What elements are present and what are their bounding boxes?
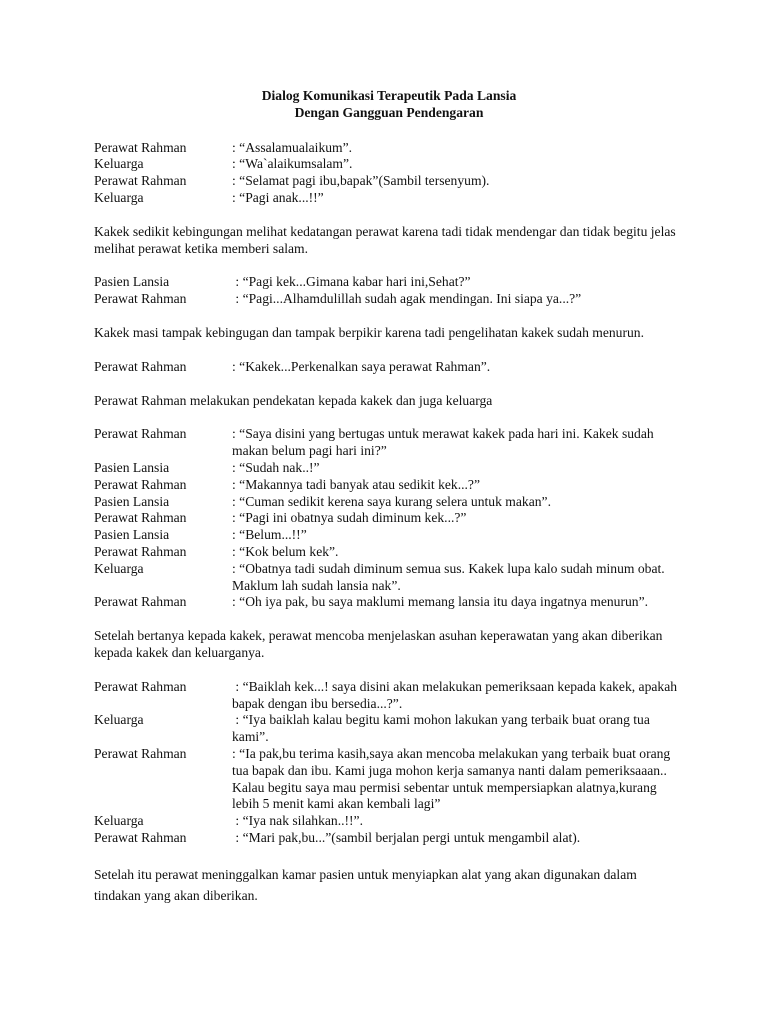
speaker-name: Pasien Lansia [94,527,170,543]
utterance-text: : “Belum...!!” [232,527,307,543]
dialog-line [94,140,684,157]
dialog-line [94,477,684,494]
utterance-text: : “Makannya tadi banyak atau sedikit kek...?” [232,476,480,492]
document-page [94,88,684,923]
dialog-block-5 [94,679,684,847]
narration-paragraph-4: Setelah bertanya kepada kakek, perawat mencoba menjelaskan asuhan keperawatan yang akan diberikan kepada kakek dan keluarganya. [94,628,663,660]
speaker-name: Pasien Lansia [94,274,170,290]
dialog-line [94,594,684,611]
speaker-name: Perawat Rahman [94,510,187,526]
speaker-name: Keluarga [94,813,144,829]
utterance-text: : “Saya disini yang bertugas untuk merawat kakek pada hari ini. Kakek sudah makan belum pagi hari ini?” [232,426,658,459]
utterance-text: : “Baiklah kek...! saya disini akan melakukan pemeriksaan kepada kakek, apakah bapak dengan ibu bersedia...?”. [232,678,681,711]
dialog-block-2 [94,274,684,308]
speaker-name: Pasien Lansia [94,493,170,509]
utterance-text: : “Pagi ini obatnya sudah diminum kek...?” [232,510,467,526]
speaker-name: Perawat Rahman [94,173,187,189]
utterance-text: : “Sudah nak..!” [232,459,320,475]
narration-paragraph-2: Kakek masi tampak kebingugan dan tampak berpikir karena tadi pengelihatan kakek sudah menurun. [94,324,644,340]
narration-paragraph-3: Perawat Rahman melakukan pendekatan kepada kakek dan juga keluarga [94,392,493,408]
utterance-text: : “Ia pak,bu terima kasih,saya akan mencoba melakukan yang terbaik buat orang tua bapak dan ibu. Kami juga mohon kerja samanya nanti dalam pemeriksaaan.. Kalau begitu saya mau permisi sebentar untuk mempersiapkan alatnya,kurang lebih 5 menit kami akan kembali lagi” [232,745,674,812]
dialog-line [94,813,684,830]
utterance-text: : “Selamat pagi ibu,bapak”(Sambil tersenyum). [232,173,490,189]
title-line-2: Dengan Gangguan Pendengaran [294,104,484,120]
speaker-name: Perawat Rahman [94,678,187,694]
document-title [94,88,684,122]
dialog-line [94,527,684,544]
utterance-text: : “Assalamualaikum”. [232,139,353,155]
speaker-name: Perawat Rahman [94,291,187,307]
speaker-name: Keluarga [94,189,144,205]
speaker-name: Pasien Lansia [94,459,170,475]
utterance-text: : “Kakek...Perkenalkan saya perawat Rahman”. [232,358,491,374]
dialog-line [94,274,684,291]
utterance-text: : “Mari pak,bu...”(sambil berjalan pergi untuk mengambil alat). [232,829,581,845]
speaker-name: Perawat Rahman [94,829,187,845]
dialog-line [94,544,684,561]
dialog-line [94,494,684,511]
narration-paragraph-1: Kakek sedikit kebingungan melihat kedatangan perawat karena tadi tidak mendengar dan tidak begitu jelas melihat perawat ketika memberi salam. [94,223,676,256]
dialog-line [94,746,684,813]
speaker-name: Perawat Rahman [94,426,187,442]
dialog-line [94,173,684,190]
speaker-name: Perawat Rahman [94,358,187,374]
utterance-text: : “Obatnya tadi sudah diminum semua sus. Kakek lupa kalo sudah minum obat. Maklum lah sudah lansia nak”. [232,560,669,593]
dialog-line [94,679,684,713]
utterance-text: : “Pagi anak...!!” [232,189,324,205]
dialog-line [94,460,684,477]
dialog-block-4 [94,426,684,611]
speaker-name: Perawat Rahman [94,139,187,155]
dialog-line [94,190,684,207]
utterance-text: : “Cuman sedikit kerena saya kurang selera untuk makan”. [232,493,551,509]
speaker-name: Perawat Rahman [94,594,187,610]
title-line-1: Dialog Komunikasi Terapeutik Pada Lansia [261,88,517,103]
speaker-name: Perawat Rahman [94,476,187,492]
dialog-line [94,712,684,746]
dialog-line [94,426,684,460]
utterance-text: : “Iya baiklah kalau begitu kami mohon lakukan yang terbaik buat orang tua kami”. [232,712,654,745]
narration-paragraph-5: Setelah itu perawat meninggalkan kamar pasien untuk menyiapkan alat yang akan digunakan dalam tindakan yang akan diberikan. [94,866,637,903]
dialog-line [94,510,684,527]
speaker-name: Keluarga [94,560,144,576]
dialog-line [94,291,684,308]
utterance-text: : “Oh iya pak, bu saya maklumi memang lansia itu daya ingatnya menurun”. [232,594,649,610]
speaker-name: Keluarga [94,156,144,172]
utterance-text: : “Iya nak silahkan..!!”. [232,813,363,829]
speaker-name: Perawat Rahman [94,745,187,761]
dialog-block-3 [94,359,684,376]
dialog-line [94,359,684,376]
dialog-block-1 [94,140,684,207]
dialog-line [94,561,684,595]
speaker-name: Keluarga [94,712,144,728]
utterance-text: : “Kok belum kek”. [232,543,339,559]
utterance-text: : “Wa`alaikumsalam”. [232,156,353,172]
speaker-name: Perawat Rahman [94,543,187,559]
dialog-line [94,156,684,173]
dialog-line [94,830,684,847]
utterance-text: : “Pagi kek...Gimana kabar hari ini,Sehat?” [232,274,471,290]
utterance-text: : “Pagi...Alhamdulillah sudah agak mendingan. Ini siapa ya...?” [232,291,582,307]
